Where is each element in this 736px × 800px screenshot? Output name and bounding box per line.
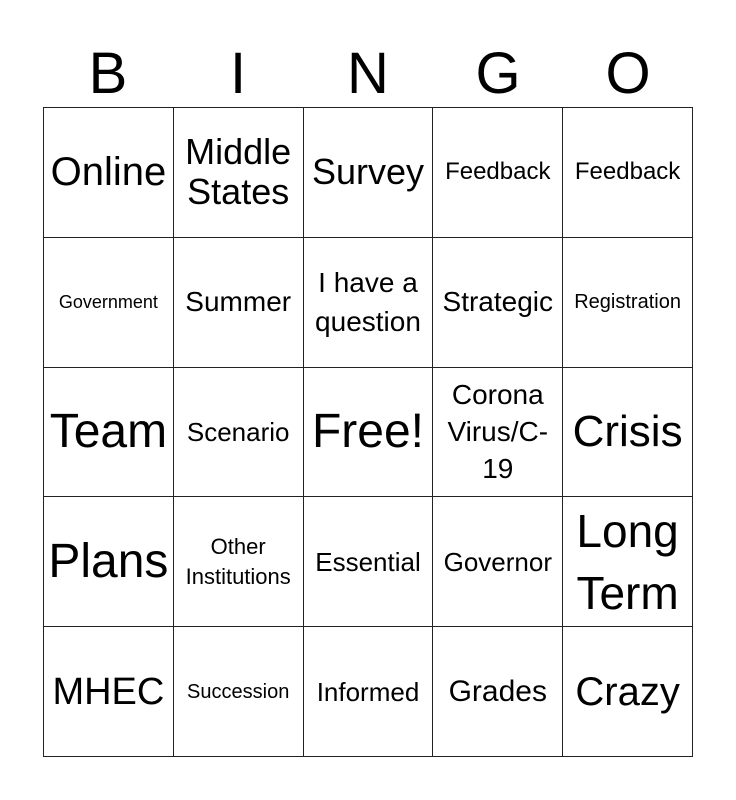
bingo-cell[interactable] bbox=[304, 238, 434, 368]
header-letter-g: G bbox=[475, 41, 521, 106]
cell-text: Corona Virus/C-19 bbox=[447, 379, 549, 485]
cell-text: Crisis bbox=[572, 406, 683, 456]
cell-text: Grades bbox=[448, 674, 547, 708]
free-space-cell[interactable] bbox=[304, 368, 434, 498]
bingo-cell[interactable] bbox=[563, 627, 693, 757]
cell-text: Informed bbox=[316, 676, 420, 707]
bingo-cell[interactable] bbox=[304, 627, 434, 757]
cell-text: Essential bbox=[315, 546, 421, 577]
cell-text: Team bbox=[49, 404, 168, 458]
bingo-cell[interactable] bbox=[433, 238, 563, 368]
cell-text: Plans bbox=[48, 534, 169, 588]
bingo-cell[interactable] bbox=[44, 497, 174, 627]
bingo-cell[interactable] bbox=[563, 368, 693, 498]
cell-text: Scenario bbox=[186, 416, 290, 447]
cell-text: Other Institutions bbox=[185, 533, 291, 589]
cell-text: Long Term bbox=[576, 504, 679, 619]
cell-text: Feedback bbox=[445, 158, 551, 186]
header-letter-i: I bbox=[229, 41, 247, 106]
cell-text: Summer bbox=[185, 286, 292, 318]
bingo-grid bbox=[43, 107, 693, 757]
bingo-cell[interactable] bbox=[174, 497, 304, 627]
cell-text: Feedback bbox=[574, 158, 681, 186]
bingo-cell[interactable] bbox=[433, 497, 563, 627]
cell-text: Crazy bbox=[575, 669, 680, 714]
bingo-cell[interactable] bbox=[563, 108, 693, 238]
cell-text: Middle States bbox=[185, 131, 292, 213]
header-letter-n: N bbox=[347, 41, 389, 106]
bingo-cell[interactable] bbox=[174, 108, 304, 238]
cell-text: Governor bbox=[443, 546, 552, 577]
bingo-cell[interactable] bbox=[563, 238, 693, 368]
cell-text: MHEC bbox=[52, 670, 165, 713]
cell-text: Succession bbox=[187, 680, 290, 703]
bingo-cell[interactable] bbox=[44, 108, 174, 238]
bingo-cell[interactable] bbox=[563, 497, 693, 627]
bingo-header bbox=[43, 40, 693, 108]
cell-text: Free! bbox=[311, 404, 424, 458]
bingo-cell[interactable] bbox=[44, 627, 174, 757]
bingo-cell[interactable] bbox=[433, 368, 563, 498]
bingo-cell[interactable] bbox=[174, 238, 304, 368]
header-letter-o: O bbox=[605, 41, 651, 106]
bingo-cell[interactable] bbox=[44, 368, 174, 498]
bingo-cell[interactable] bbox=[433, 108, 563, 238]
cell-text: Government bbox=[58, 292, 158, 313]
bingo-cell[interactable] bbox=[44, 238, 174, 368]
bingo-cell[interactable] bbox=[174, 368, 304, 498]
cell-text: Survey bbox=[311, 151, 425, 193]
cell-text: Strategic bbox=[442, 286, 554, 318]
bingo-cell[interactable] bbox=[304, 497, 434, 627]
bingo-cell[interactable] bbox=[174, 627, 304, 757]
bingo-cell[interactable] bbox=[304, 108, 434, 238]
cell-text: Online bbox=[50, 150, 167, 195]
header-letter-b: B bbox=[88, 41, 128, 106]
cell-text: Registration bbox=[574, 291, 681, 314]
bingo-cell[interactable] bbox=[433, 627, 563, 757]
cell-text: I have a question bbox=[315, 267, 421, 338]
